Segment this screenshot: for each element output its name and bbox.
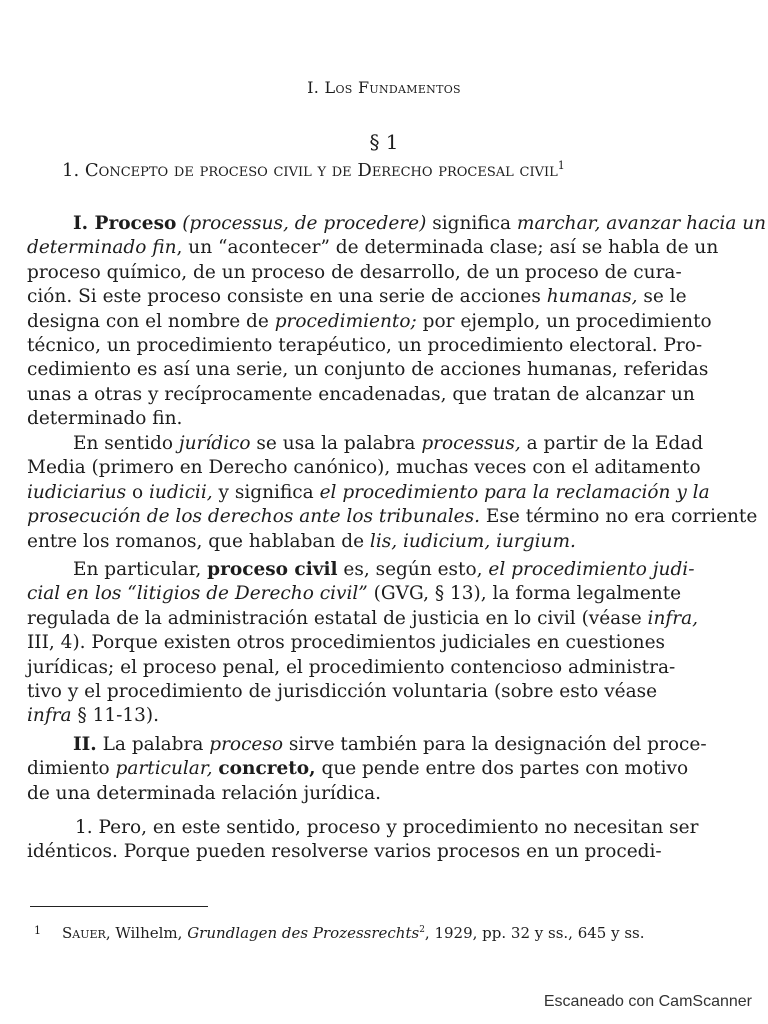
text-line: entre los romanos, que hablaban de lis, iudicium, iurgium. [27, 530, 576, 552]
text-line: idénticos. Porque pueden resolverse varios procesos en un procedi- [27, 841, 662, 863]
footnote-number: 1 [34, 924, 41, 937]
text-line: unas a otras y recíprocamente encadenadas, que tratan de alcanzar un [27, 383, 695, 405]
text-line: En sentido jurídico se usa la palabra processus, a partir de la Edad [73, 433, 704, 454]
paragraph-proceso-civil [27, 558, 761, 729]
text-line: iudiciarius o iudicii, y significa el procedimiento para la reclamación y la [27, 481, 710, 503]
text-line: 1. Pero, en este sentido, proceso y procedimiento no necesitan ser [75, 817, 699, 838]
footnote-divider [30, 906, 208, 907]
footnote-author: Sauer [62, 924, 106, 942]
text-line: tivo y el procedimiento de jurisdicción voluntaria (sobre esto véase [27, 680, 658, 702]
text-line: determinado fin, un “acontecer” de determinada clase; así se habla de un [27, 237, 719, 259]
paragraph-proceso [27, 212, 767, 432]
text-line: de una determinada relación jurídica. [27, 782, 381, 804]
paragraph-sentido-juridico [27, 432, 761, 554]
paragraph-ii [27, 733, 761, 806]
text-line: técnico, un procedimiento terapéutico, un procedimiento electoral. Pro- [27, 334, 703, 356]
text-line: cedimiento es así una serie, un conjunto de acciones humanas, referidas [27, 359, 709, 381]
section-subtitle-text: 1. Concepto de proceso civil y de Derecho procesal civil [62, 160, 558, 181]
chapter-numeral: I. [307, 78, 320, 97]
text-line: III, 4). Porque existen otros procedimientos judiciales en cuestiones [27, 632, 666, 654]
footnote-edition: 2 [419, 925, 425, 935]
text-line: infra § 11-13). [27, 705, 160, 727]
text-line: cial en los “litigios de Derecho civil” (GVG, § 13), la forma legalmente [27, 583, 682, 605]
text-line: jurídicas; el proceso penal, el procedimiento contencioso administra- [27, 656, 676, 678]
text-line: I. Proceso (processus, de procedere) significa marchar, avanzar hacia un [73, 213, 767, 234]
text-line: determinado fin. [27, 408, 183, 430]
text-line: Media (primero en Derecho canónico), muchas veces con el aditamento [27, 457, 701, 479]
text-line: II. La palabra proceso sirve también para la designación del proce- [73, 734, 707, 755]
text-line: prosecución de los derechos ante los tribunales. Ese término no era corriente [27, 506, 758, 528]
text-line: En particular, proceso civil es, según esto, el procedimiento judi- [73, 559, 695, 580]
chapter-title [0, 78, 768, 97]
text-line: ción. Si este proceso consiste en una serie de acciones humanas, se le [27, 286, 687, 308]
section-number: § 1 [369, 130, 399, 154]
footnote [34, 924, 674, 942]
footnote-title: Grundlagen des Prozessrechts [187, 924, 420, 942]
paragraph-pero [27, 816, 761, 865]
chapter-title-text: Los Fundamentos [324, 78, 461, 97]
footnote-reference: 1 [557, 159, 565, 172]
text-line: proceso químico, de un proceso de desarrollo, de un proceso de cura- [27, 261, 682, 283]
text-line: regulada de la administración estatal de justicia en lo civil (véase infra, [27, 607, 698, 629]
footnote-rest: , 1929, pp. 32 y ss., 645 y ss. [424, 924, 645, 942]
footnote-author-rest: , Wilhelm, [105, 924, 188, 942]
camscanner-watermark: Escaneado con CamScanner [543, 993, 752, 1010]
text-line: designa con el nombre de procedimiento; por ejemplo, un procedimiento [27, 310, 712, 332]
text-line: dimiento particular, concreto, que pende entre dos partes con motivo [27, 758, 689, 780]
section-subtitle [62, 159, 722, 181]
